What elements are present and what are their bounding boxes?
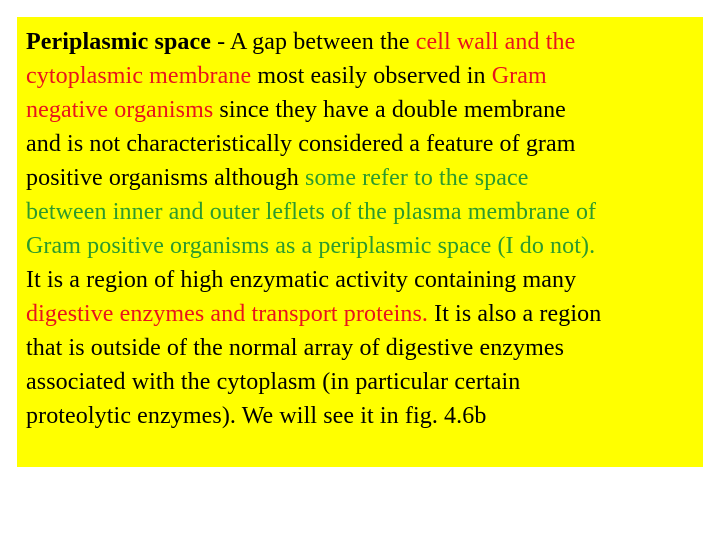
text-segment-2: most easily observed in bbox=[251, 63, 492, 89]
text-segment-3: since they have a double membrane and is not characteristically considered a feature of gram positive organisms although bbox=[26, 97, 576, 191]
highlight-cell-wall-membrane: cell wall and the cytoplasmic membrane bbox=[26, 29, 576, 89]
note-gram-positive: some refer to the space between inner and outer leflets of the plasma membrane of Gram positive organisms as a periplasmic space (I do not). bbox=[26, 165, 597, 259]
text-segment-1: - A gap between the bbox=[211, 29, 416, 55]
text-segment-4: It is a region of high enzymatic activity containing many bbox=[26, 267, 577, 293]
highlight-digestive-enzymes: digestive enzymes and transport proteins. bbox=[26, 301, 428, 327]
definition-paragraph bbox=[26, 25, 695, 433]
term-heading: Periplasmic space bbox=[26, 29, 211, 55]
highlight-gram-negative: Gram negative organisms bbox=[26, 63, 547, 123]
text-segment-5: It is also a region that is outside of the normal array of digestive enzymes associated with the cytoplasm (in particular certain proteolytic enzymes). We will see it in fig. 4.6b bbox=[26, 301, 602, 429]
highlighted-text-box bbox=[17, 17, 703, 467]
